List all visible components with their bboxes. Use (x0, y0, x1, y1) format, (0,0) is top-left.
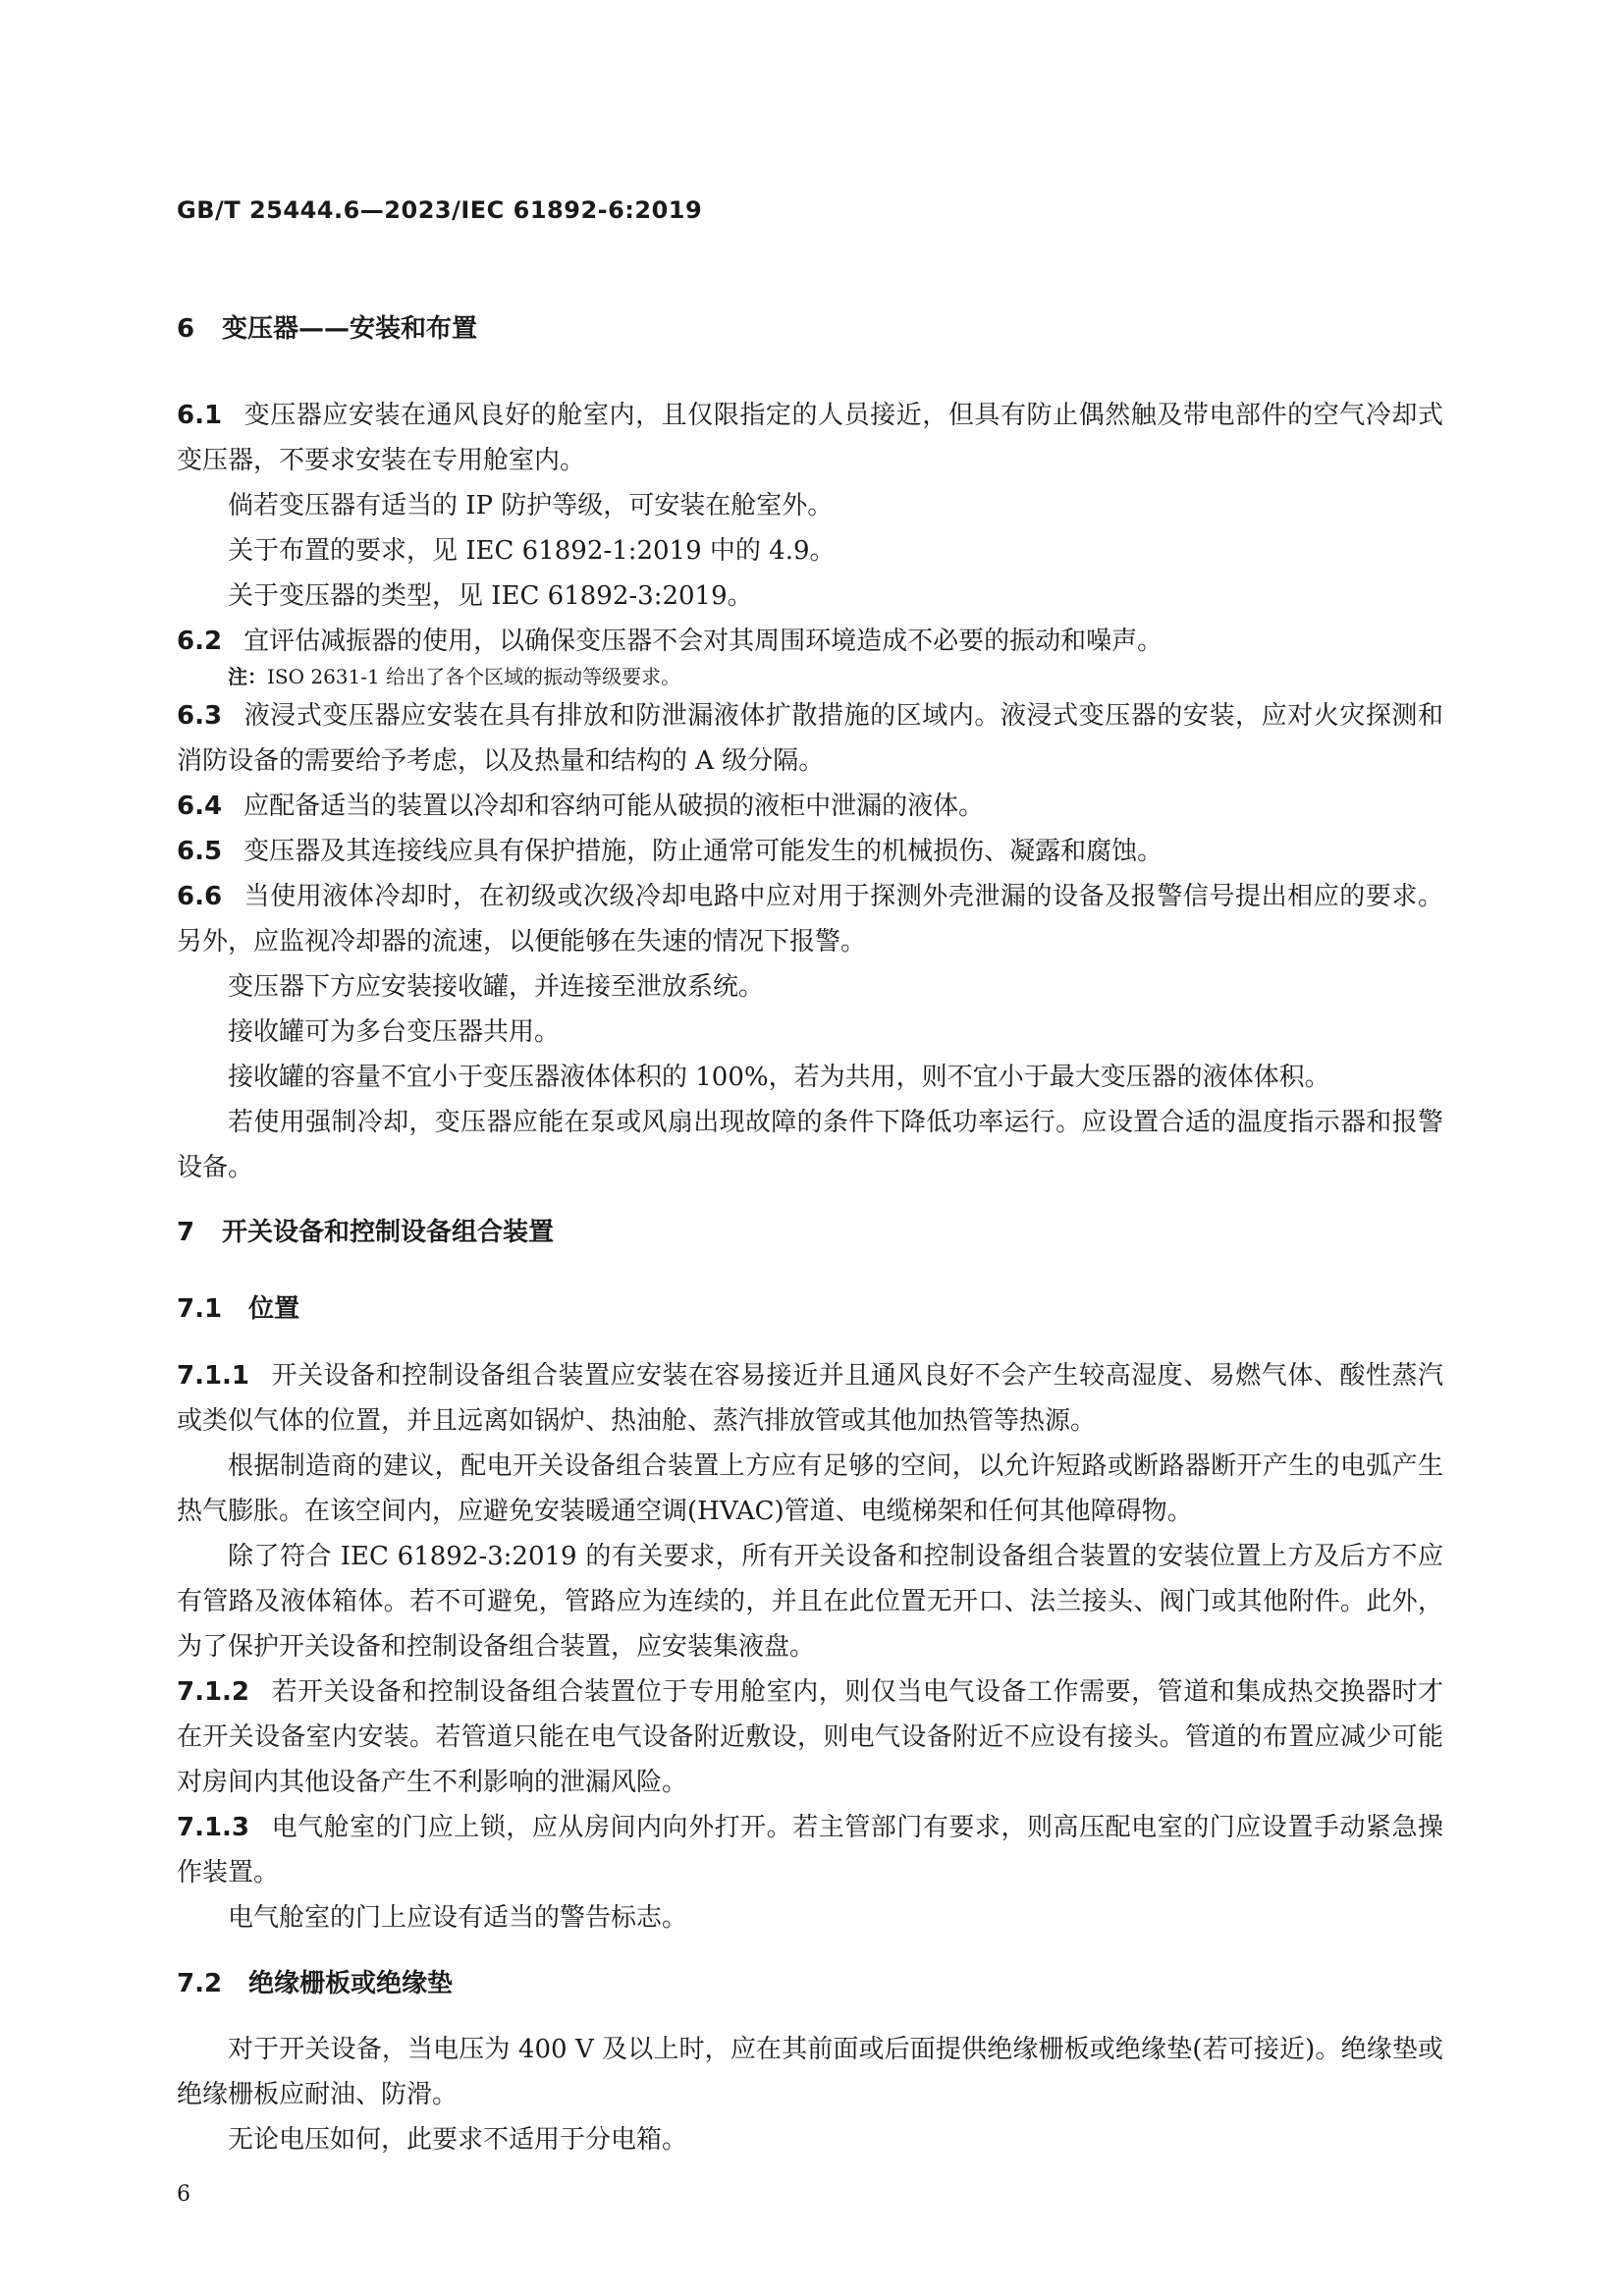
subsection-number: 7.2 (177, 1969, 223, 1998)
clause-6-2 (177, 619, 1443, 664)
clause-number: 6.3 (177, 701, 223, 731)
subsection-7-1-heading (177, 1289, 299, 1329)
section-number: 7 (177, 1218, 195, 1247)
note-text: ISO 2631-1 给出了各个区域的振动等级要求。 (267, 665, 681, 688)
section-title: 开关设备和控制设备组合装置 (222, 1218, 555, 1247)
clause-text: 若开关设备和控制设备组合装置位于专用舱室内，则仅当电气设备工作需要，管道和集成热交换器时才在开关设备室内安装。若管道只能在电气设备附近敷设，则电气设备附近不应设有接头。管道的布置应减少可能对房间内其他设备产生不利影响的泄漏风险。 (177, 1677, 1443, 1797)
clause-text: 变压器及其连接线应具有保护措施，防止通常可能发生的机械损伤、凝露和腐蚀。 (243, 837, 1163, 866)
paragraph: 电气舱室的门上应设有适当的警告标志。 (228, 1903, 688, 1933)
paragraph: 关于布置的要求，见 IEC 61892-1:2019 中的 4.9。 (228, 536, 836, 566)
section-number: 6 (177, 314, 195, 344)
clause-text: 液浸式变压器应安装在具有排放和防泄漏液体扩散措施的区域内。液浸式变压器的安装，应对火灾探测和消防设备的需要给予考虑，以及热量和结构的 A 级分隔。 (177, 701, 1443, 776)
paragraph: 接收罐的容量不宜小于变压器液体体积的 100%，若为共用，则不宜小于最大变压器的液体体积。 (228, 1063, 1330, 1092)
clause-6-1 (177, 393, 1443, 483)
clause-number: 6.2 (177, 627, 223, 656)
subsection-title: 绝缘栅板或绝缘垫 (248, 1969, 454, 1998)
clause-6-5 (177, 829, 1443, 874)
paragraph: 倘若变压器有适当的 IP 防护等级，可安装在舱室外。 (228, 491, 834, 520)
clause-text: 应配备适当的装置以冷却和容纳可能从破损的液柜中泄漏的液体。 (243, 792, 985, 821)
section-7-heading (177, 1213, 554, 1252)
clause-7-1-1 (177, 1353, 1443, 1444)
paragraph: 无论电压如何，此要求不适用于分电箱。 (228, 2125, 688, 2155)
clause-number: 6.5 (177, 837, 223, 866)
clause-text: 电气舱室的门应上锁，应从房间内向外打开。若主管部门有要求，则高压配电室的门应设置手动紧急操作装置。 (177, 1813, 1443, 1887)
paragraph: 对于开关设备，当电压为 400 V 及以上时，应在其前面或后面提供绝缘栅板或绝缘垫(若可接近)。绝缘垫或绝缘栅板应耐油、防滑。 (177, 2035, 1443, 2109)
note-label: 注： (228, 665, 267, 688)
clause-number: 7.1.2 (177, 1677, 250, 1707)
clause-7-1-2 (177, 1669, 1443, 1805)
note (228, 660, 1443, 693)
clause-text: 开关设备和控制设备组合装置应安装在容易接近并且通风良好不会产生较高湿度、易燃气体、酸性蒸汽或类似气体的位置，并且远离如锅炉、热油舱、蒸汽排放管或其他加热管等热源。 (177, 1361, 1443, 1436)
clause-number: 6.6 (177, 882, 223, 911)
paragraph: 关于变压器的类型，见 IEC 61892-3:2019。 (228, 581, 753, 611)
paragraph: 根据制造商的建议，配电开关设备组合装置上方应有足够的空间，以允许短路或断路器断开产生的电弧产生热气膨胀。在该空间内，应避免安装暖通空调(HVAC)管道、电缆梯架和任何其他障碍物。 (177, 1451, 1443, 1526)
paragraph: 变压器下方应安装接收罐，并连接至泄放系统。 (228, 972, 765, 1002)
clause-6-6 (177, 874, 1443, 964)
standard-header: GB/T 25444.6—2023/IEC 61892-6:2019 (177, 196, 703, 224)
clause-7-1-3 (177, 1805, 1443, 1895)
page-number: 6 (177, 2182, 190, 2207)
clause-number: 7.1.1 (177, 1361, 250, 1391)
clause-number: 6.1 (177, 401, 223, 430)
clause-number: 7.1.3 (177, 1813, 250, 1842)
clause-text: 变压器应安装在通风良好的舱室内，且仅限指定的人员接近，但具有防止偶然触及带电部件的空气冷却式变压器，不要求安装在专用舱室内。 (177, 401, 1443, 475)
paragraph: 除了符合 IEC 61892-3:2019 的有关要求，所有开关设备和控制设备组合装置的安装位置上方及后方不应有管路及液体箱体。若不可避免，管路应为连续的，并且在此位置无开口、法兰接头、阀门或其他附件。此外，为了保护开关设备和控制设备组合装置，应安装集液盘。 (177, 1542, 1443, 1662)
section-6-heading (177, 309, 477, 349)
clause-6-3 (177, 693, 1443, 784)
clause-6-4 (177, 784, 1443, 829)
clause-text: 当使用液体冷却时，在初级或次级冷却电路中应对用于探测外壳泄漏的设备及报警信号提出相应的要求。另外，应监视冷却器的流速，以便能够在失速的情况下报警。 (177, 882, 1443, 957)
paragraph: 若使用强制冷却，变压器应能在泵或风扇出现故障的条件下降低功率运行。应设置合适的温度指示器和报警设备。 (177, 1108, 1443, 1182)
subsection-7-2-heading (177, 1964, 453, 2003)
clause-number: 6.4 (177, 792, 223, 821)
subsection-title: 位置 (248, 1294, 300, 1324)
section-title: 变压器——安装和布置 (222, 314, 478, 344)
subsection-number: 7.1 (177, 1294, 223, 1324)
clause-text: 宜评估减振器的使用，以确保变压器不会对其周围环境造成不必要的振动和噪声。 (243, 627, 1163, 656)
paragraph: 接收罐可为多台变压器共用。 (228, 1017, 561, 1047)
